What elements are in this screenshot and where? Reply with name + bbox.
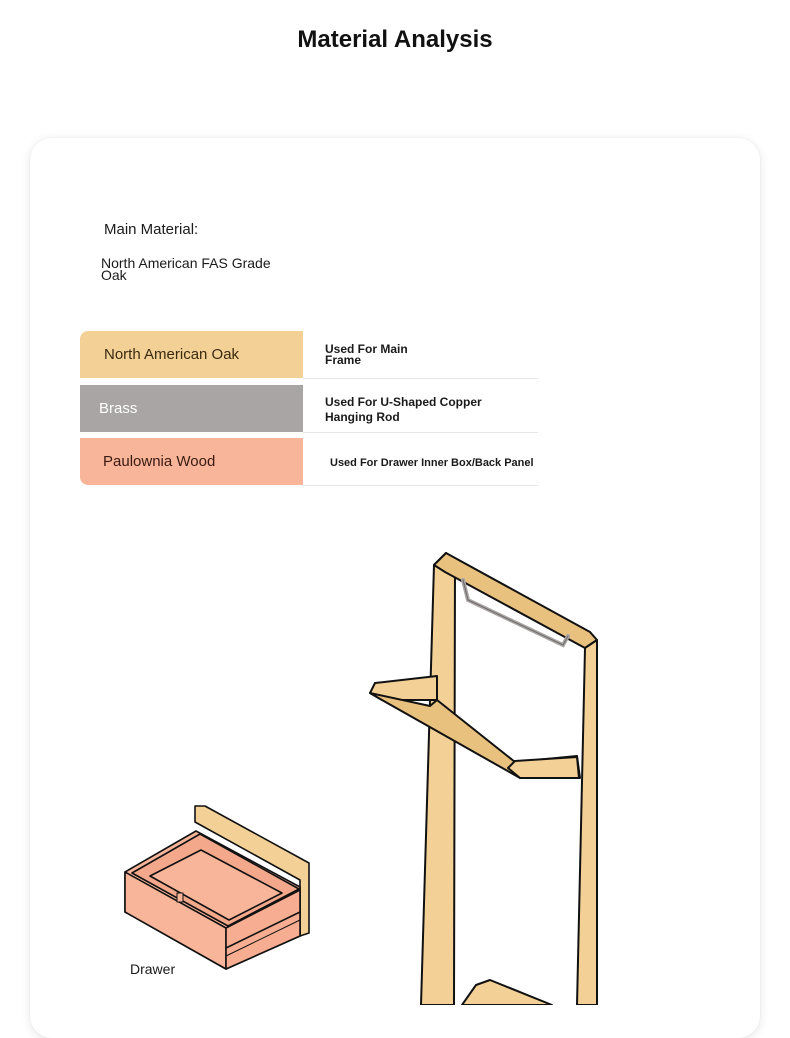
main-material-label: Main Material: [104, 221, 199, 238]
drawer-caption: Drawer [130, 961, 176, 977]
material-use-brass: Used For U-Shaped Copper Hanging Rod [325, 395, 482, 424]
material-use-paulownia: Used For Drawer Inner Box/Back Panel [330, 457, 534, 469]
page-title: Material Analysis [297, 26, 493, 53]
main-material-value: North American FAS Grade Oak [101, 255, 271, 283]
coat-stand-illustration [370, 553, 597, 1005]
material-chip-paulownia: Paulownia Wood [80, 438, 303, 485]
material-chip-brass: Brass [80, 385, 303, 432]
drawer-illustration [125, 806, 309, 969]
material-chip-oak: North American Oak [80, 331, 303, 378]
material-use-oak: Used For Main Frame [325, 342, 408, 367]
